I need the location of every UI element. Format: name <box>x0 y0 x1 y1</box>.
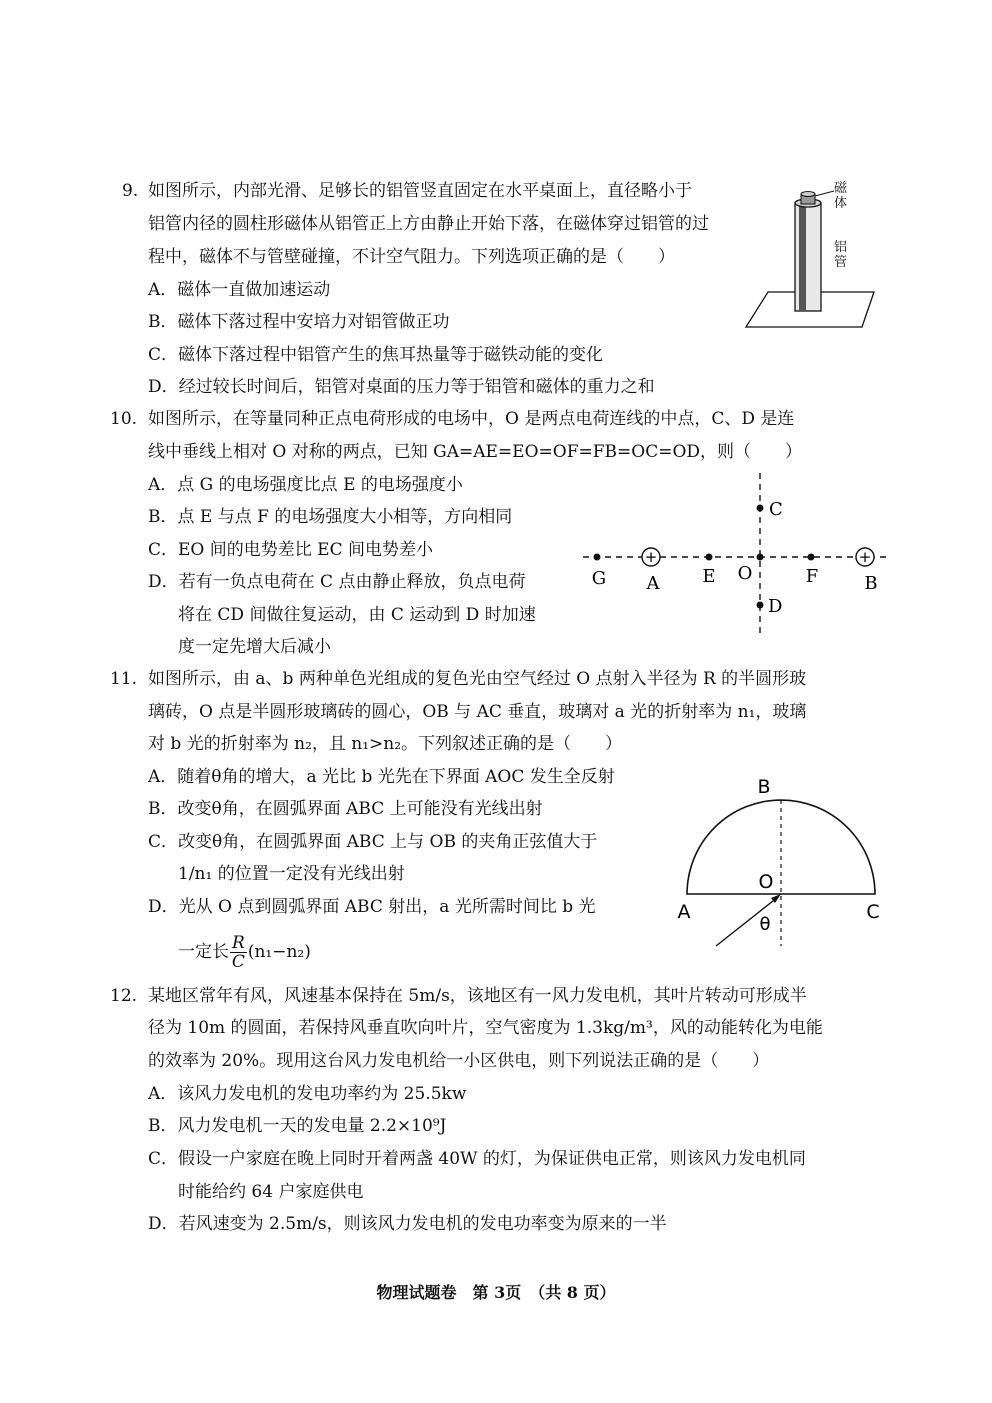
question-number: 10. <box>110 409 138 429</box>
question-stem-line: 对 b 光的折射率为 n₂，且 n₁>n₂。下列叙述正确的是（ ） <box>148 734 623 754</box>
option-c: C．假设一户家庭在晚上同时开着两盏 40W 的灯，为保证供电正常，则该风力发电机同 <box>148 1149 806 1169</box>
tube-label: 铝管 <box>834 240 848 270</box>
label-o: O <box>737 563 753 584</box>
point-f <box>808 554 815 561</box>
question-number: 11. <box>110 669 138 689</box>
option-b: B．磁体下落过程中安培力对铝管做正功 <box>148 312 450 332</box>
page-footer: 物理试题卷 第 3页 （共 8 页） <box>376 1283 616 1302</box>
option-a: A．随着θ角的增大，a 光比 b 光先在下界面 AOC 发生全反射 <box>148 767 615 787</box>
question-number: 9. <box>122 181 139 201</box>
option-d: D．若风速变为 2.5m/s，则该风力发电机的发电功率变为原来的一半 <box>148 1214 667 1234</box>
option-c-continued: 1/n₁ 的位置一定没有光线出射 <box>178 864 405 884</box>
question-stem-line: 如图所示，由 a、b 两种单色光组成的复色光由空气经过 O 点射入半径为 R 的半圆形玻 <box>148 669 807 689</box>
point-o <box>757 554 764 561</box>
semicircle-glass-diagram <box>670 770 900 955</box>
option-a: A．点 G 的电场强度比点 E 的电场强度小 <box>148 475 463 495</box>
option-d-prefix: 一定长 <box>178 942 229 962</box>
charge-a-sign: + <box>644 548 658 566</box>
option-c: C．改变θ角，在圆弧界面 ABC 上与 OB 的夹角正弦值大于 <box>148 832 598 852</box>
option-c: C．磁体下落过程中铝管产生的焦耳热量等于磁铁动能的变化 <box>148 345 604 365</box>
question-number: 12. <box>110 986 138 1006</box>
question-stem-line: 如图所示，在等量同种正点电荷形成的电场中，O 是两点电荷连线的中点，C、D 是连 <box>148 409 795 429</box>
option-a: A．该风力发电机的发电功率约为 25.5kw <box>148 1084 467 1104</box>
label-g: G <box>591 568 607 589</box>
magnet-top <box>801 192 815 197</box>
point-charge-diagram <box>575 465 895 640</box>
semicircle-outline <box>687 800 875 894</box>
fraction-r-over-c <box>230 934 247 971</box>
magnet-label: 磁体 <box>834 181 848 211</box>
point-e <box>706 554 713 561</box>
label-b: B <box>757 776 771 798</box>
label-d: D <box>768 596 783 617</box>
option-d: D．经过较长时间后，铝管对桌面的压力等于铝管和磁体的重力之和 <box>148 377 655 397</box>
label-a: A <box>646 573 660 594</box>
question-stem-line: 璃砖，O 点是半圆形玻璃砖的圆心，OB 与 AC 垂直，玻璃对 a 光的折射率为 n₁，玻璃 <box>148 702 807 722</box>
option-d-continued: 将在 CD 间做往复运动，由 C 运动到 D 时加速 <box>178 605 536 625</box>
magnet-tube-diagram <box>740 185 900 335</box>
label-c: C <box>769 499 783 520</box>
option-b: B．改变θ角，在圆弧界面 ABC 上可能没有光线出射 <box>148 799 543 819</box>
fraction-denominator: C <box>231 952 245 972</box>
point-charge-figure <box>575 465 895 640</box>
tube-shading <box>799 203 806 311</box>
charge-b-sign: + <box>858 548 872 566</box>
option-d: D．若有一负点电荷在 C 点由静止释放，负点电荷 <box>148 572 526 592</box>
label-theta: θ <box>759 914 771 935</box>
option-b: B．点 E 与点 F 的电场强度大小相等，方向相同 <box>148 507 513 527</box>
question-stem-line: 铝管内径的圆柱形磁体从铝管正上方由静止开始下落，在磁体穿过铝管的过 <box>148 214 709 234</box>
question-stem-line: 径为 10m 的圆面，若保持风垂直吹向叶片，空气密度为 1.3kg/m³，风的动能转化为电能 <box>148 1018 823 1038</box>
point-c <box>757 505 764 512</box>
label-f: F <box>805 566 819 587</box>
semicircle-glass-figure <box>670 770 900 955</box>
question-stem-line: 如图所示，内部光滑、足够长的铝管竖直固定在水平桌面上，直径略小于 <box>148 181 692 201</box>
label-a: A <box>677 901 691 923</box>
point-g <box>594 554 601 561</box>
point-d <box>757 602 764 609</box>
label-b: B <box>864 573 878 594</box>
option-d-suffix: (n₁−n₂) <box>247 942 311 962</box>
option-d-continued <box>178 932 311 972</box>
option-d-continued: 度一定先增大后减小 <box>178 637 331 657</box>
question-stem-line: 的效率为 20%。现用这台风力发电机给一小区供电，则下列说法正确的是（ ） <box>148 1051 770 1071</box>
fraction-numerator: R <box>232 933 245 953</box>
option-b: B．风力发电机一天的发电量 2.2×10⁹J <box>148 1116 447 1136</box>
option-d: D．光从 O 点到圆弧界面 ABC 射出，a 光所需时间比 b 光 <box>148 897 596 917</box>
question-stem-line: 某地区常年有风，风速基本保持在 5m/s，该地区有一风力发电机，其叶片转动可形成半 <box>148 986 807 1006</box>
label-e: E <box>702 566 716 587</box>
label-c: C <box>866 901 880 923</box>
label-o: O <box>758 871 774 893</box>
question-stem-line: 程中，磁体不与管壁碰撞，不计空气阻力。下列选项正确的是（ ） <box>148 247 675 267</box>
option-a: A．磁体一直做加速运动 <box>148 280 331 300</box>
magnet-tube-figure <box>740 181 900 335</box>
question-stem-line: 线中垂线上相对 O 对称的两点，已知 GA=AE=EO=OF=FB=OC=OD，则（ ） <box>148 442 803 462</box>
option-c-continued: 时能给约 64 户家庭供电 <box>178 1182 364 1202</box>
option-c: C．EO 间的电势差比 EC 间电势差小 <box>148 540 433 560</box>
magnet-pointer-line <box>815 191 834 196</box>
aluminum-tube <box>795 203 821 311</box>
